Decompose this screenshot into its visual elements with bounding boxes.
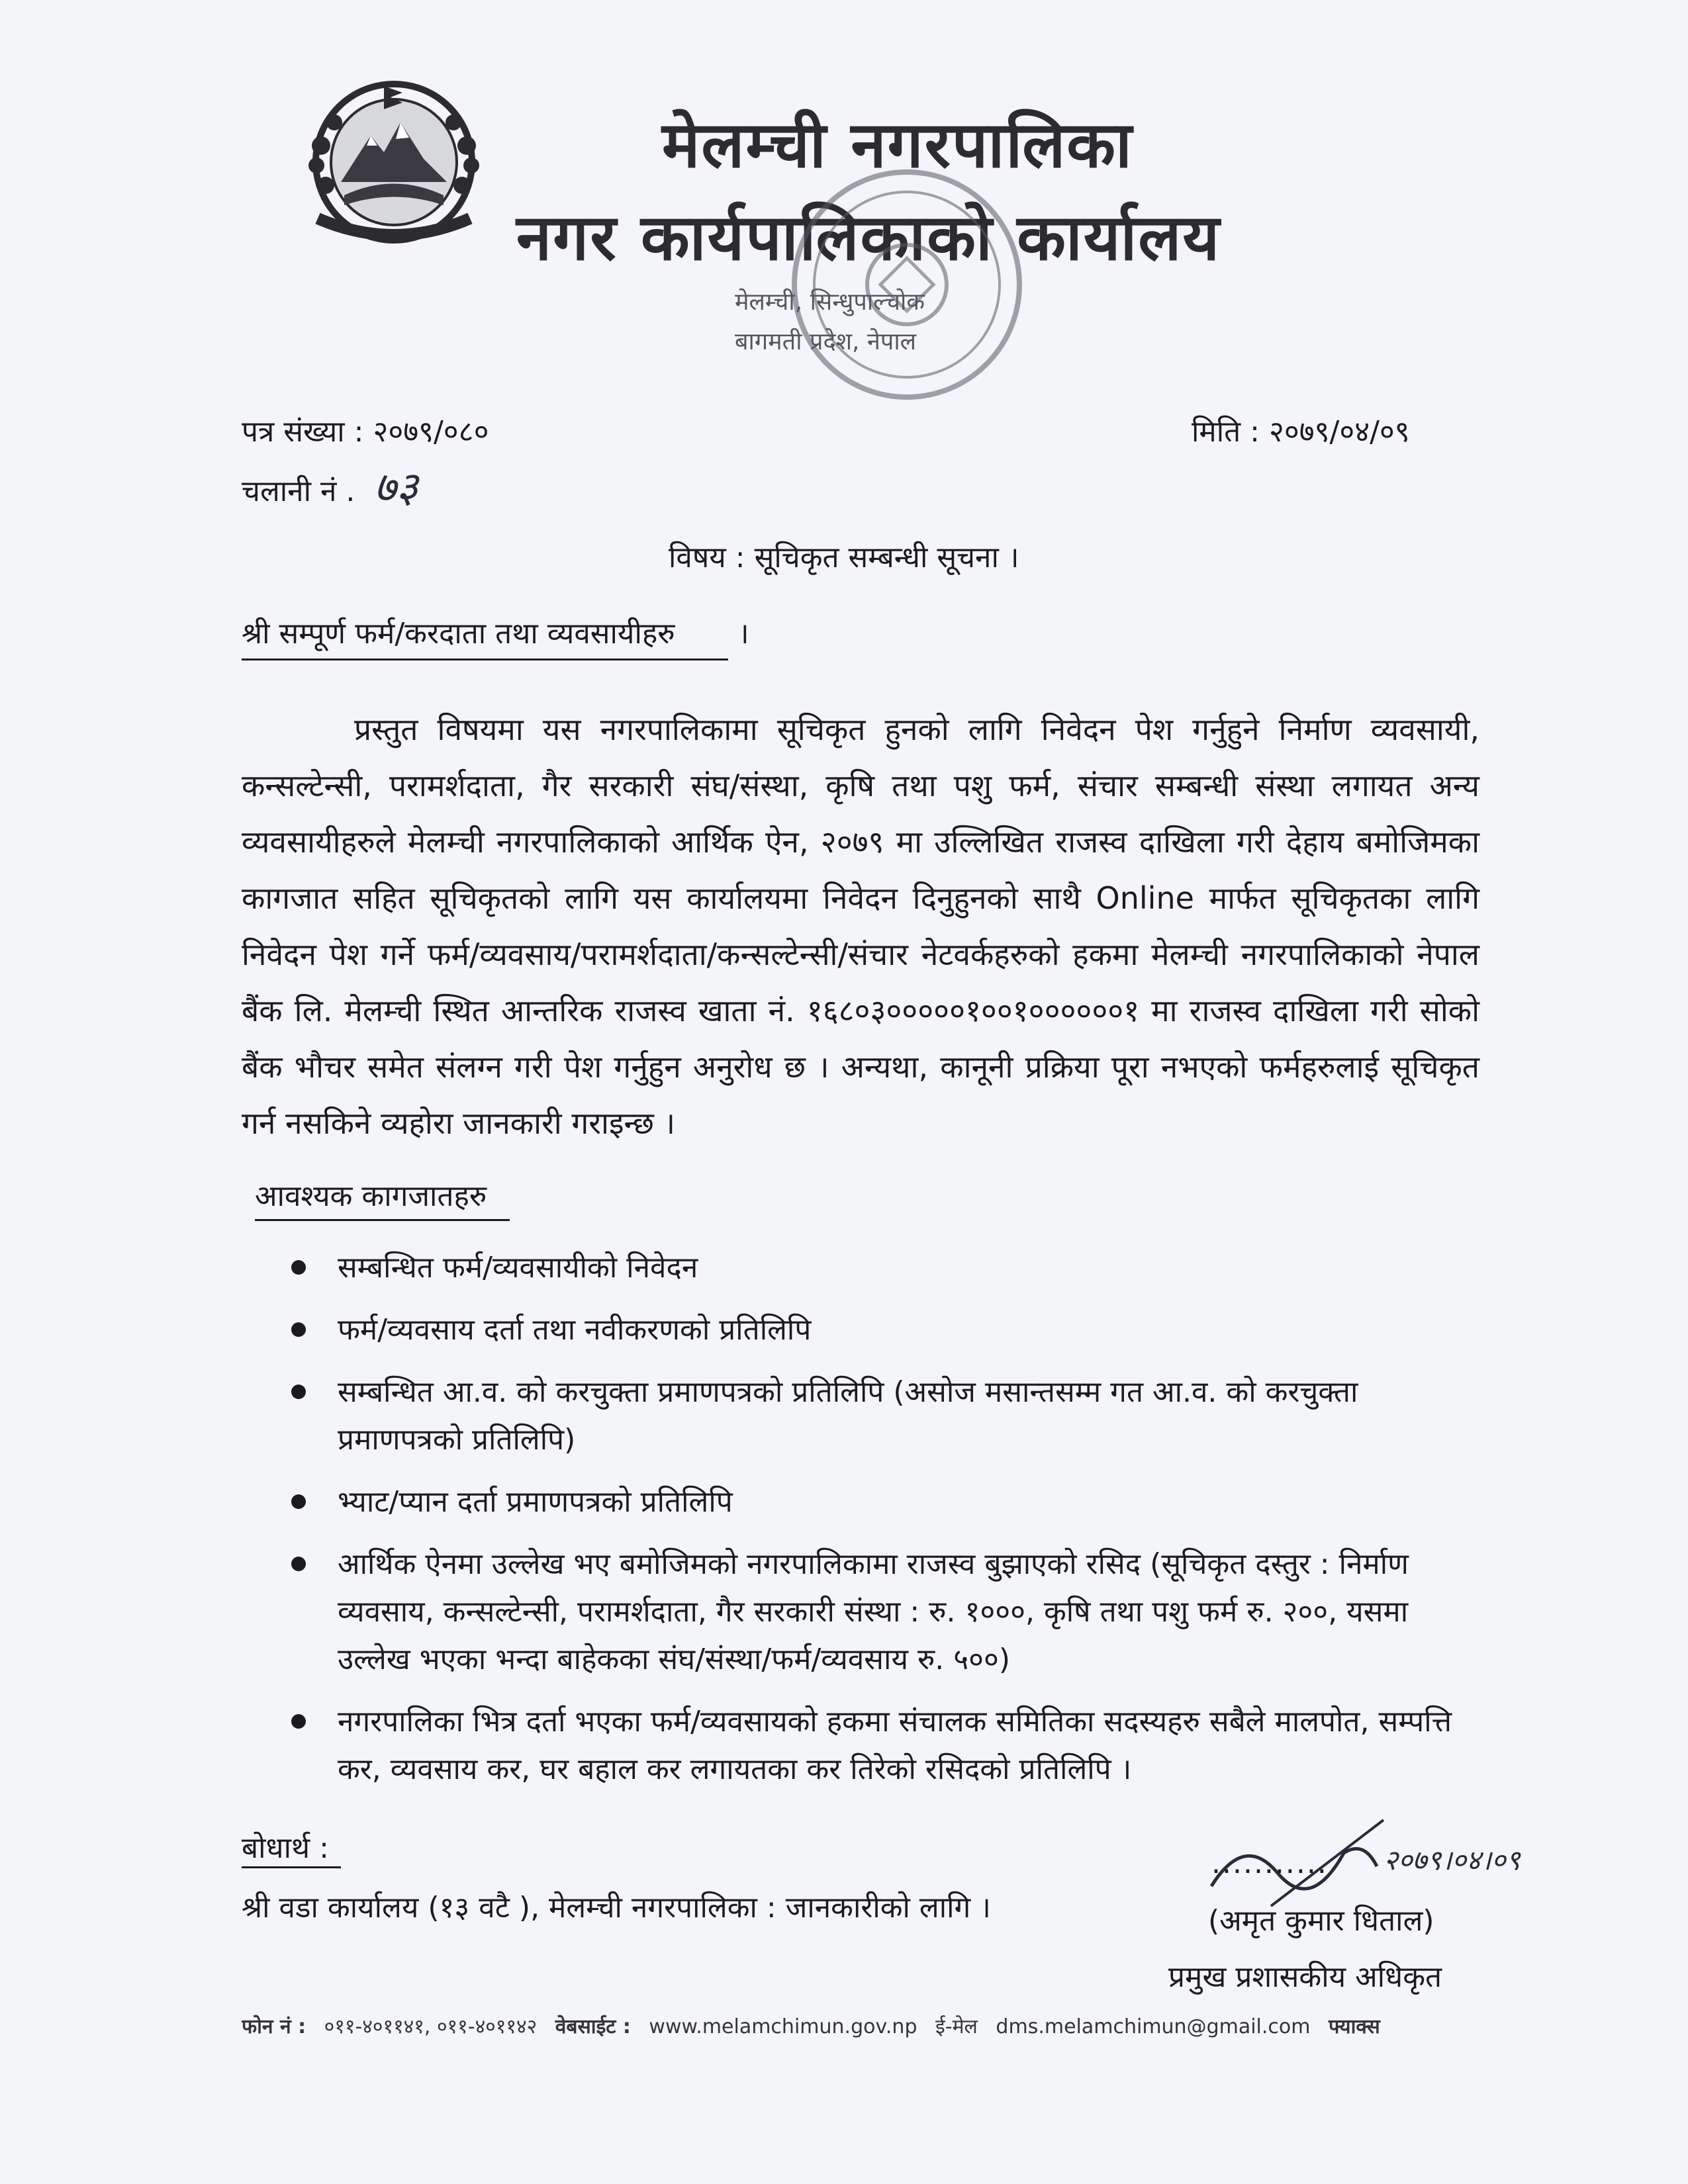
phone-label: फोन नं :	[242, 2015, 306, 2038]
office-seal-stamp	[781, 159, 1033, 410]
list-item-text: आर्थिक ऐनमा उल्लेख भए बमोजिमको नगरपालिकामा राजस्व बुझाएको रसिद (सूचिकृत दस्तुर : निर्माण व्यवसाय, कन्सल्टेन्सी, परामर्शदाता, गैर सरकारी संस्था : रु. १०००, कृषि तथा पशु फर्म रु. २००, यसमा उल्लेख भएका भन्दा बाहेकका संघ/संस्था/फर्म/व्यवसाय रु. ५००)	[338, 1547, 1409, 1676]
address-line-2: बागमती प्रदेश, नेपाल	[735, 328, 917, 355]
recipient-line: श्री सम्पूर्ण फर्म/करदाता तथा व्यवसायीहरु	[242, 617, 675, 651]
signature-line: ...........	[1211, 1846, 1328, 1880]
list-item-text: फर्म/व्यवसाय दर्ता तथा नवीकरणको प्रतिलिपि	[338, 1313, 812, 1347]
org-name: मेलम्ची नगरपालिका	[662, 108, 1133, 182]
list-item-text: सम्बन्धित आ.व. को करचुक्ता प्रमाणपत्रको प्रतिलिपि (असोज मसान्तसम्म गत आ.व. को करचुक्ता प्रमाणपत्रको प्रतिलिपि)	[338, 1375, 1358, 1457]
recipient-underline	[242, 659, 728, 660]
email-link[interactable]: dms.melamchimun@gmail.com	[996, 2015, 1311, 2038]
website-label: वेबसाईट :	[555, 2015, 631, 2038]
challan-number-handwritten: ७३	[374, 463, 418, 512]
cc-heading: बोधार्थ :	[242, 1831, 329, 1865]
signatory-title: प्रमुख प्रशासकीय अधिकृत	[1168, 1960, 1442, 1994]
bullet-icon	[291, 1557, 306, 1571]
bullet-icon	[291, 1322, 306, 1337]
signature-date: २०७९।०४।०९	[1383, 1844, 1521, 1876]
list-item	[291, 1369, 1483, 1464]
website-link[interactable]: www.melamchimun.gov.np	[649, 2015, 917, 2038]
list-item-text: सम्बन्धित फर्म/व्यवसायीको निवेदन	[338, 1251, 698, 1285]
fax-label: फ्याक्स	[1329, 2015, 1380, 2038]
email-label: ई-मेल	[935, 2015, 978, 2038]
reference-number: पत्र संख्या : २०७९/०८०	[242, 415, 489, 449]
recipient-end-mark: ।	[738, 617, 749, 651]
list-item	[291, 1541, 1483, 1684]
nepal-emblem-icon	[285, 73, 503, 251]
bullet-icon	[291, 1494, 306, 1509]
list-item	[291, 1479, 1483, 1526]
signatory-name: (अमृत कुमार धिताल)	[1208, 1904, 1434, 1938]
list-item-text: भ्याट/प्यान दर्ता प्रमाणपत्रको प्रतिलिपि	[338, 1485, 733, 1519]
letter-date: मिति : २०७९/०४/०९	[1192, 415, 1410, 449]
body-paragraph: प्रस्तुत विषयमा यस नगरपालिकामा सूचिकृत हुनको लागि निवेदन पेश गर्नुहुने निर्माण व्यवसायी, कन्सल्टेन्सी, परामर्शदाता, गैर सरकारी संघ/संस्था, कृषि तथा पशु फर्म, संचार सम्बन्धी संस्था लगायत अन्य व्यवसायीहरुले मेलम्ची नगरपालिकाको आर्थिक ऐन, २०७९ मा उल्लिखित राजस्व दाखिला गरी देहाय बमोजिमका कागजात सहित सूचिकृतको लागि यस कार्यालयमा निवेदन दिनुहुनको साथै Online मार्फत सूचिकृतका लागि निवेदन पेश गर्ने फर्म/व्यवसाय/परामर्शदाता/कन्सल्टेन्सी/संचार नेटवर्कहरुको हकमा मेलम्ची नगरपालिकाको नेपाल बैंक लि. मेलम्ची स्थित आन्तरिक राजस्व खाता नं. १६८०३०००००१००१००००००१ मा राजस्व दाखिला गरी सोको बैंक भौचर समेत संलग्न गरी पेश गर्नुहुन अनुरोध छ । अन्यथा, कानूनी प्रक्रिया पूरा नभएको फर्महरुलाई सूचिकृत गर्न नसकिने व्यहोरा जानकारी गराइन्छ ।	[242, 711, 1479, 1141]
docs-heading-underline	[255, 1219, 510, 1221]
challan-label: चलानी नं .	[242, 475, 355, 508]
subject-line: विषय : सूचिकृत सम्बन्धी सूचना ।	[669, 541, 1019, 574]
list-item	[291, 1698, 1483, 1794]
bullet-icon	[291, 1260, 306, 1275]
docs-heading: आवश्यक कागजातहरु	[255, 1179, 487, 1213]
required-documents-list	[291, 1244, 1483, 1808]
cc-line: श्री वडा कार्यालय (१३ वटै ), मेलम्ची नगरपालिका : जानकारीको लागि ।	[242, 1891, 991, 1925]
bullet-icon	[291, 1714, 306, 1729]
list-item	[291, 1244, 1483, 1292]
list-item	[291, 1306, 1483, 1354]
footer-contact	[242, 2012, 1499, 2039]
address-line-1: मेलम्ची, सिन्धुपाल्चोक	[735, 289, 925, 316]
bullet-icon	[291, 1385, 306, 1399]
list-item-text: नगरपालिका भित्र दर्ता भएका फर्म/व्यवसायको हकमा संचालक समितिका सदस्यहरु सबैले मालपोत, सम्पत्ति कर, व्यवसाय कर, घर बहाल कर लगायतका कर तिरेको रसिदको प्रतिलिपि ।	[338, 1705, 1452, 1786]
office-name: नगर कार्यपालिकाको कार्यालय	[516, 201, 1221, 275]
cc-heading-underline	[242, 1866, 341, 1868]
phone-numbers: ०११-४०११४१, ०११-४०११४२	[324, 2015, 538, 2038]
